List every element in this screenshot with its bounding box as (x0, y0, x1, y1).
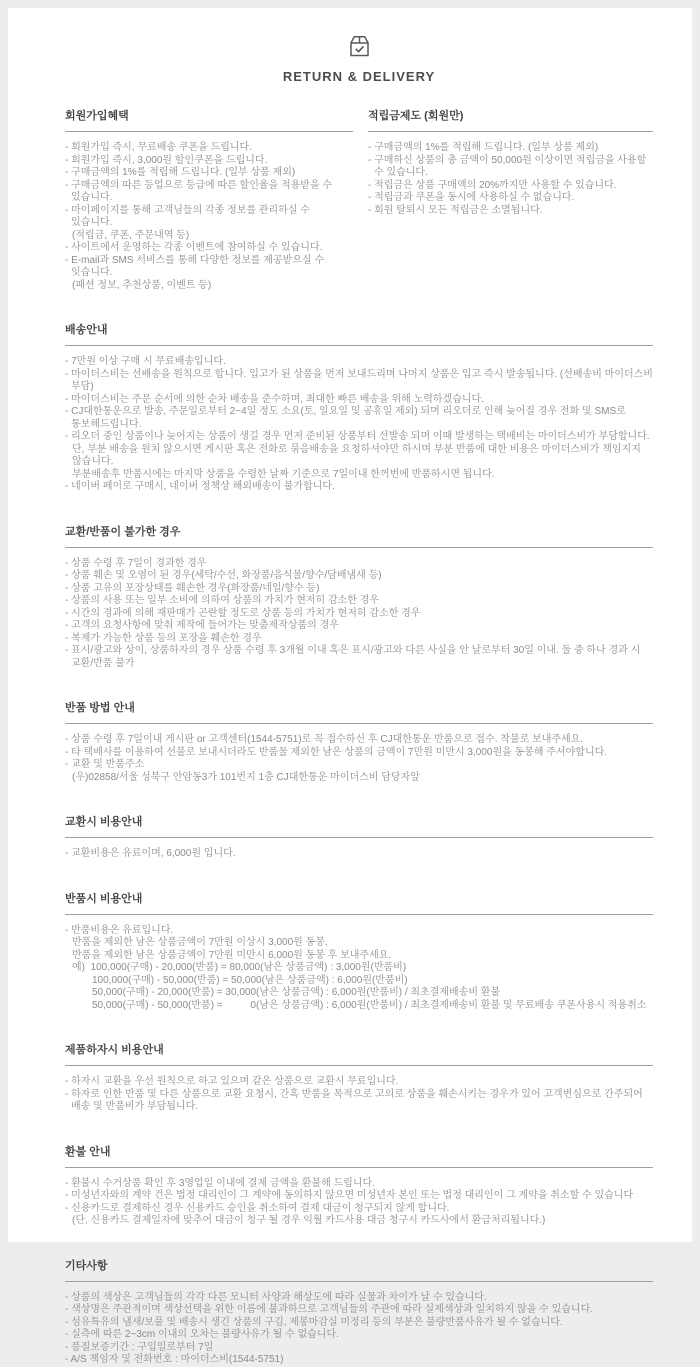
content-card (8, 8, 692, 1365)
text-line: - 표시/광고와 상이, 상품하자의 경우 상품 수령 후 3개월 이내 혹은 표시/광고와 다른 사실을 안 날로부터 30일 이내. 둘 중 하나 경과 시 교환/반품 불가 (65, 645, 644, 669)
sections-container (65, 324, 656, 1367)
text-line: - 시간의 경과에 의해 재판매가 곤란할 정도로 상품 등의 가치가 현저히 감소한 경우 (65, 607, 421, 619)
section-return-method (65, 702, 653, 784)
text-line: - 색상명은 주관적이며 색상선택을 위한 이름에 불과하므로 고객님들의 주관에 따라 실제색상과 일치하지 않을 수 있습니다. (65, 1304, 594, 1315)
text-line: - 미성년자와의 계약 건은 법정 대리인이 그 계약에 동의하지 않으면 미성년자 본인 또는 법정 대리인이 그 계약을 취소할 수 있습니다 (65, 1190, 634, 1201)
section-title: 기타사항 (65, 1259, 108, 1272)
text-line: - 환불시 수거상품 확인 후 3영업일 이내에 결제 금액을 환불해 드립니다. (65, 1177, 375, 1189)
section-shipping-info (65, 324, 656, 494)
text-line: - 마이페이지를 통해 고객님들의 각종 정보를 관리하실 수 있습니다. (65, 204, 313, 228)
text-line: (적립금, 쿠폰, 주문내역 등) (72, 229, 190, 241)
text-line: - 타 택배사를 이용하여 선불로 보내시더라도 반품물 제외한 남은 상품의 금액이 7만원 미만시 3,000원을 동봉해 주셔야합니다. (65, 746, 608, 758)
text-line: - 구매금액의 1%를 적립해 드립니다. (일부 상품 제외) (368, 142, 599, 153)
text-line: (패션 정보, 추천상품, 이벤트 등) (72, 279, 212, 291)
text-line: - 섬유특유의 냄새/보풀 및 배송시 생긴 상품의 구김, 제봉마감실 미정리 등의 부분은 불량반품사유가 될 수 없습니다. (65, 1316, 563, 1328)
section-lines (65, 1066, 653, 1114)
text-line: - 반품비용은 유료입니다. (65, 924, 174, 936)
text-line: - 7만원 이상 구매 시 무료배송입니다. (65, 356, 226, 367)
section-lines (65, 724, 653, 784)
section-lines (65, 1282, 653, 1367)
text-line: 부분배송후 반품시에는 마지막 상품을 수령한 날짜 기준으로 7일이내 한꺼번에 반품하시면 됩니다. (72, 468, 495, 480)
section-title: 회원가입혜택 (65, 110, 129, 122)
text-line: - 구매하신 상품의 총 금액이 50,000원 이상이면 적립금을 사용할 수 있습니다. (368, 154, 650, 178)
section-lines (65, 838, 653, 861)
text-line: - 하자로 인한 반품 및 다른 상품으로 교환 요청시, 간혹 반품을 목적으로 고의로 상품을 훼손시키는 경우가 있어 고객변심으로 간주되어 배송 및 반품비가 부담됩니다. (65, 1088, 646, 1112)
section-title: 적립금제도 (회원만) (368, 110, 464, 122)
top-sections-row (65, 110, 653, 292)
text-line: - 사이트에서 운영하는 각종 이벤트에 참여하실 수 있습니다. (65, 242, 323, 253)
text-line: - 상품 수령 후 7일이내 게시판 or 고객센터(1544-5751)로 꼭 접수하신 후 CJ대한통운 반품으로 접수. 착불로 보내주세요. (65, 734, 584, 745)
section-lines (65, 915, 653, 1013)
page-header (65, 33, 653, 84)
text-line: - 리오더 중인 상품이나 늦어지는 상품이 생길 경우 먼저 준비된 상품부터 선발송 되며 이때 발생하는 택배비는 마이더스비가 부담합니다. (65, 431, 650, 442)
text-line: - 구매금액의 따른 등업으로 등급에 따른 할인율을 적용받을 수 있습니다. (65, 179, 335, 203)
section-reward-points (368, 110, 653, 292)
text-line: - 실측에 따른 2~3cm 이내의 오차는 불량사유가 될 수 없습니다. (65, 1329, 339, 1340)
section-title: 반품 방법 안내 (65, 702, 135, 714)
section-exchange-return-not-allowed (65, 526, 653, 671)
section-lines (65, 132, 353, 292)
text-line: 50,000(구매) - 50,000(반품) = 0(남은 상품금액) : 6,000원(반품비) / 최초결제배송비 환불 및 무료배송 쿠폰사용시 적용취소 (92, 999, 647, 1011)
text-line: - 마이더스비는 주문 순서에 의한 순차 배송을 준수하며, 최대한 빠른 배송을 위해 노력하겠습니다. (65, 393, 484, 405)
text-line: - 적립금은 상품 구매액의 20%까지만 사용할 수 있습니다. (368, 179, 617, 191)
section-title: 환불 안내 (65, 1145, 111, 1158)
section-membership-benefits (65, 110, 353, 292)
package-check-icon (346, 33, 373, 59)
text-line: (우)02858/서울 성북구 안암동3가 101번지 1층 CJ대한통운 마이더스비 담당자앞 (72, 771, 420, 783)
text-line: - 마이더스비는 선배송을 원칙으로 합니다. 입고가 된 상품을 먼저 보내드리며 나머지 상품은 입고 즉시 발송됩니다. (선배송비 마이더스비 부담) (65, 368, 656, 392)
text-line: - 고객의 요청사항에 맞춰 제작에 들어가는 맞춤제작상품의 경우 (65, 620, 339, 631)
text-line: - 상품 수령 후 7일이 경과한 경우 (65, 557, 207, 569)
text-line: - 복제가 가능한 상품 등의 포장을 훼손한 경우 (65, 632, 262, 644)
text-line: - 회원가입 즉시, 3,000원 할인쿠폰을 드립니다. (65, 154, 268, 166)
text-line: - 회원 탈퇴시 모든 적립금은 소멸됩니다. (368, 204, 543, 216)
text-line: - 회원가입 즉시, 무료배송 쿠폰을 드립니다. (65, 142, 252, 153)
text-line: - 교환비용은 유료이며, 6,000원 입니다. (65, 848, 236, 859)
text-line: 예) 100,000(구매) - 20,000(반품) = 80,000(남은 상품금액) : 3,000원(반품비) (72, 962, 407, 973)
section-title: 교환시 비용안내 (65, 816, 143, 828)
text-line: - 상품 고유의 포장상태를 훼손한 경우(화장품/네일/향수 등) (65, 582, 320, 594)
text-line: - A/S 책임자 및 전화번호 : 마이더스비(1544-5751) (65, 1354, 284, 1365)
text-line: 반품을 제외한 남은 상품금액이 7만원 이상시 3,000원 동봉, (72, 937, 328, 948)
section-refund-info (65, 1146, 653, 1228)
page-title: RETURN & DELIVERY (282, 69, 436, 84)
section-exchange-cost (65, 816, 653, 861)
text-line: 반품을 제외한 남은 상품금액이 7만원 미만시 6,000원 동봉 후 보내주세요. (72, 949, 392, 961)
text-line: - 하자시 교환을 우선 원칙으로 하고 있으며 같은 상품으로 교환시 무료입니다. (65, 1076, 399, 1087)
section-title: 교환/반품이 불가한 경우 (65, 525, 181, 538)
section-title: 제품하자시 비용안내 (65, 1044, 164, 1056)
section-title: 배송안내 (65, 324, 108, 336)
text-line: - CJ대한통운으로 발송, 주문일로부터 2~4일 정도 소요(토, 일요일 및 공휴일 제외) 되며 리오더로 인해 늦어질 경우 전화 및 SMS로 통보해드립니다. (65, 406, 629, 430)
section-title: 반품시 비용안내 (65, 892, 143, 905)
text-line: - 상품의 색상은 고객님들의 각각 다른 모니터 사양과 해상도에 따라 실물과 차이가 날 수 있습니다. (65, 1291, 487, 1303)
text-line: 50,000(구매) - 20,000(반품) = 30,000(남은 상품금액) : 6,000원(반품비) / 최초결제배송비 환불 (92, 987, 501, 998)
section-lines (65, 346, 656, 494)
section-lines (65, 1168, 653, 1228)
section-return-cost (65, 893, 653, 1013)
section-lines (368, 132, 653, 217)
text-line: 100,000(구매) - 50,000(반품) = 50,000(남은 상품금액) : 6,000원(반품비) (92, 974, 408, 986)
text-line: - E-mail과 SMS 서비스를 통해 다양한 정보를 제공받으실 수 잇습니다. (65, 254, 327, 278)
text-line: - 상품 훼손 및 오염이 된 경우(세탁/수선, 화장품/음식물/향수/담배냄새 등) (65, 570, 382, 581)
section-lines (65, 548, 653, 671)
section-other-notes (65, 1260, 653, 1367)
text-line: - 네이버 페이로 구매시, 네이버 정책상 해외배송이 불가합니다. (65, 481, 335, 492)
text-line: - 구매금액의 1%를 적립해 드립니다. (일부 상품 제외) (65, 167, 296, 178)
text-line: - 신용카드로 결제하신 경우 신용카드 승인을 취소하여 결제 대금이 청구되지 않게 합니다. (65, 1202, 450, 1214)
text-line: - 상품의 사용 또는 일부 소비에 의하여 상품의 가치가 현저히 감소한 경우 (65, 595, 380, 606)
text-line: - 품질보증기간 : 구입일로부터 7일 (65, 1341, 214, 1353)
text-line: (단, 신용카드 결제일자에 맞추어 대금이 청구 될 경우 익월 카드사용 대금 청구시 카드사에서 환급처리됩니다.) (72, 1215, 546, 1226)
sections-area (65, 110, 656, 1367)
text-line: 단, 부분 배송을 원치 않으시면 게시판 혹은 전화로 묶음배송을 요청하셔야만 하시며 부분 반품에 대한 비용은 마이더스비가 책임지지 않습니다. (72, 443, 644, 467)
section-defect-cost (65, 1044, 653, 1114)
text-line: - 적립금과 쿠폰을 동시에 사용하실 수 없습니다. (368, 192, 575, 203)
text-line: - 교환 및 반품주소 (65, 759, 145, 770)
